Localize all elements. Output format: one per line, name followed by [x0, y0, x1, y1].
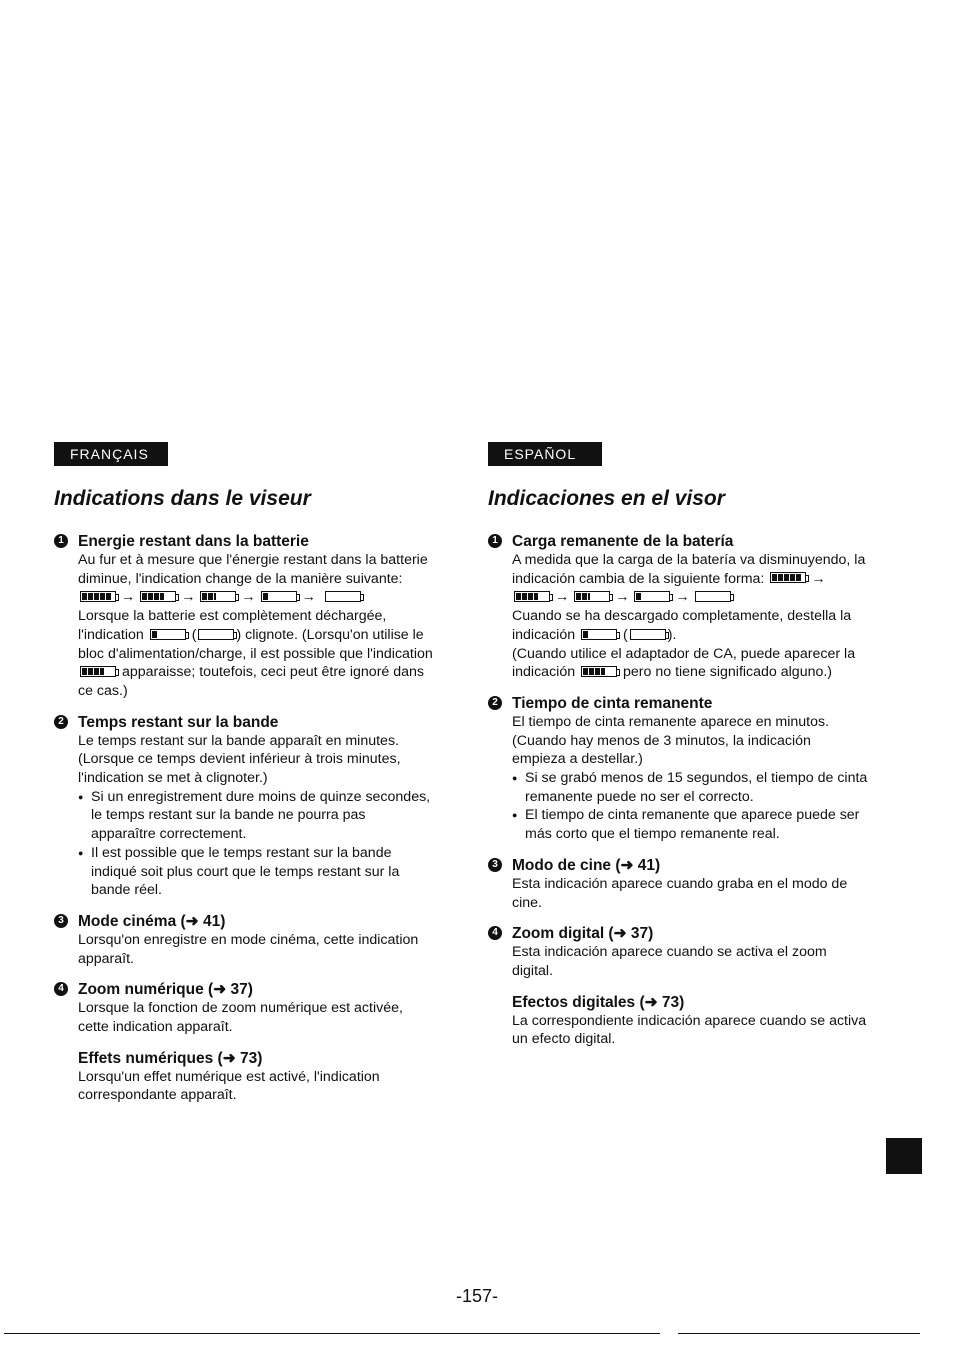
language-tag: FRANÇAIS — [54, 442, 168, 466]
bullet-item: ● El tiempo de cinta remanente que aparece puede ser más corto que el tiempo remanente real. — [512, 806, 868, 843]
section-zoom — [54, 980, 434, 1036]
paragraph: Esta indicación aparece cuando se activa el zoom digital. — [512, 944, 827, 979]
battery-empty-icon — [630, 629, 666, 640]
battery-low-icon — [261, 591, 297, 602]
footer-rule — [678, 1333, 920, 1334]
section-battery: 1 Energie restant dans la batterie Au fur et à mesure que l'énergie restant dans la batterie diminue, l'indication change de la manière suivante: → → → → Lorsque la batterie est complètement déchargée, l'indication ( ) clignote. (Lorsqu'on utilise le bloc d'alimentation/charge, il est possible que l'indication apparaisse; toutefois, ceci peut être ignoré dans ce cas.) — [54, 532, 434, 701]
battery-full-icon — [770, 572, 806, 583]
section-effects — [488, 993, 868, 1049]
paragraph: Cuando se ha descargado completamente, destella la indicación — [512, 608, 852, 643]
arrow-icon: → — [241, 589, 256, 606]
section-tape — [488, 694, 868, 844]
battery-empty-icon — [695, 591, 731, 602]
section-cinema — [54, 912, 434, 968]
arrow-icon: → — [121, 589, 136, 606]
language-tag: ESPAÑOL — [488, 442, 602, 466]
paragraph: Le temps restant sur la bande apparaît en minutes. (Lorsque ce temps devient inférieur à trois minutes, l'indication se met à clignoter.) — [78, 732, 401, 787]
section-title: Carga remanente de la batería — [512, 533, 734, 550]
bullet-item: ● Si se grabó menos de 15 segundos, el tiempo de cinta remanente puede no ser el correcto. — [512, 769, 868, 806]
battery-low-icon — [581, 629, 617, 640]
paragraph: Au fur et à mesure que l'énergie restant dans la batterie diminue, l'indication change de la manière suivante: — [78, 552, 428, 587]
paragraph: A medida que la carga de la batería va disminuyendo, la indicación cambia de la siguiente forma: — [512, 552, 866, 587]
arrow-icon: → — [615, 589, 630, 606]
arrow-icon: → — [811, 570, 826, 587]
section-title: Zoom numérique (➜ 37) — [78, 981, 253, 999]
paragraph: Lorsqu'un effet numérique est activé, l'indication correspondante apparaît. — [78, 1068, 380, 1104]
paragraph: apparaisse; toutefois, ceci peut être ignoré dans ce cas.) — [78, 664, 425, 699]
battery-three-quarter-icon — [581, 666, 617, 677]
paragraph: Lorsque la batterie est complètement déchargée, l'indication — [78, 608, 387, 643]
bullet-item: ● Si un enregistrement dure moins de quinze secondes, le temps restant sur la bande ne pourra pas apparaître correctement. — [78, 788, 434, 844]
bullet-item: ● Il est possible que le temps restant sur la bande indiqué soit plus court que le temps restant sur la bande réel. — [78, 844, 434, 900]
number-badge: 4 — [488, 926, 502, 940]
number-badge: 1 — [488, 534, 502, 548]
paragraph: Esta indicación aparece cuando graba en el modo de cine. — [512, 875, 848, 911]
paragraph: Lorsque la fonction de zoom numérique est activée, cette indication apparaît. — [78, 1000, 403, 1036]
french-column — [54, 442, 434, 1117]
paragraph: La correspondiente indicación aparece cuando se activa un efecto digital. — [512, 1012, 867, 1048]
number-badge: 1 — [54, 534, 68, 548]
footer-rule — [4, 1333, 660, 1334]
section-title: Effets numériques (➜ 73) — [78, 1049, 263, 1067]
section-marker — [886, 1138, 922, 1174]
section-tape — [54, 713, 434, 900]
paragraph: (Cuando utilice el adaptador de CA, puede aparecer la indicación — [512, 645, 856, 681]
section-cinema — [488, 856, 868, 912]
battery-three-quarter-icon — [140, 591, 176, 602]
battery-empty-icon — [325, 591, 361, 602]
paragraph: Lorsqu'on enregistre en mode cinéma, cette indication apparaît. — [78, 931, 419, 967]
section-title: Mode cinéma (➜ 41) — [78, 912, 226, 930]
number-badge: 4 — [54, 982, 68, 996]
section-effects — [54, 1049, 434, 1105]
arrow-icon: → — [301, 589, 316, 606]
battery-low-icon — [150, 629, 186, 640]
section-title: Modo de cine (➜ 41) — [512, 856, 661, 874]
section-title: Temps restant sur la bande — [78, 713, 279, 731]
section-title: Tiempo de cinta remanente — [512, 694, 713, 712]
section-title: Zoom digital (➜ 37) — [512, 925, 654, 943]
battery-three-quarter-icon — [80, 666, 116, 677]
number-badge: 3 — [54, 914, 68, 928]
paragraph: El tiempo de cinta remanente aparece en minutos. (Cuando hay menos de 3 minutos, la indicación empieza a destellar.) — [512, 713, 830, 768]
section-heading: Indicaciones en el visor — [488, 487, 725, 510]
battery-empty-icon — [198, 629, 234, 640]
battery-low-icon — [634, 591, 670, 602]
battery-full-icon — [80, 591, 116, 602]
number-badge: 3 — [488, 858, 502, 872]
number-badge: 2 — [54, 715, 68, 729]
battery-three-quarter-icon — [514, 591, 550, 602]
section-zoom — [488, 924, 868, 980]
section-title: Energie restant dans la batterie — [78, 533, 309, 550]
battery-half-icon — [574, 591, 610, 602]
section-title: Efectos digitales (➜ 73) — [512, 993, 685, 1011]
arrow-icon: → — [555, 589, 570, 606]
number-badge: 2 — [488, 696, 502, 710]
battery-half-icon — [200, 591, 236, 602]
spanish-column — [488, 442, 868, 1061]
arrow-icon: → — [675, 589, 690, 606]
paragraph: clignote. (Lorsqu'on utilise le bloc d'alimentation/charge, il est possible que l'indication — [78, 626, 433, 662]
section-heading: Indications dans le viseur — [54, 487, 311, 510]
section-battery: 1 Carga remanente de la batería A medida que la carga de la batería va disminuyendo, la indicación cambia de la siguiente forma: → → → → Cuando se ha descargado completamente, destella la indicación ( ). (Cuando utilice el adaptador de CA, puede aparecer la indicación pero no tiene significado alguno.) — [488, 532, 868, 682]
arrow-icon: → — [181, 589, 196, 606]
page-number: -157- — [455, 1286, 499, 1306]
paragraph: pero no tiene significado alguno.) — [623, 664, 833, 681]
